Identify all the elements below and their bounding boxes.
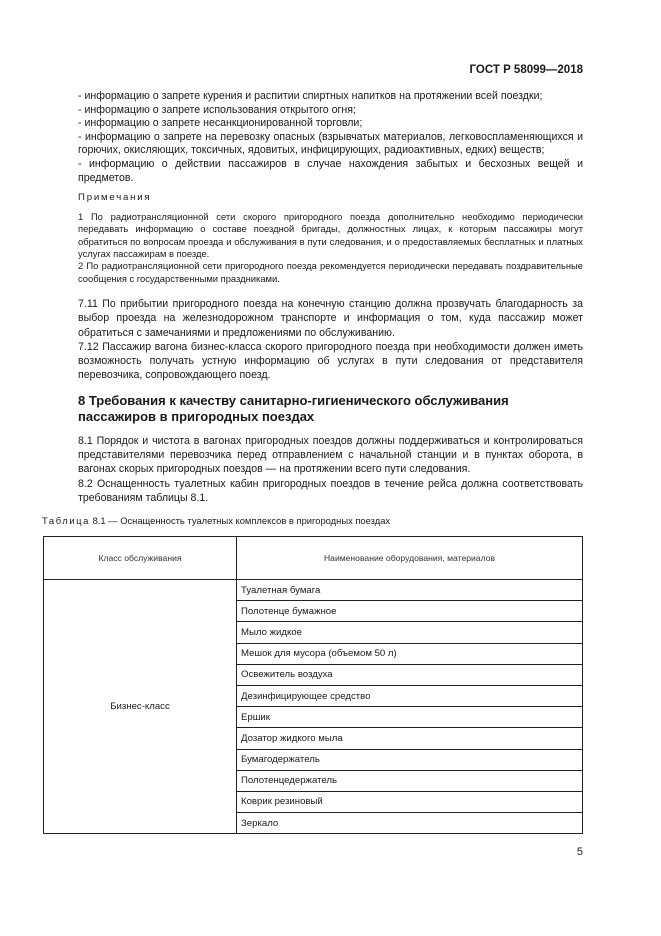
paragraph-7-11: 7.11 По прибытии пригородного поезда на конечную станцию должна прозвучать благодарность за выбор проезда на железнодорожном транспорте и информация о том, куда пассажир может обратиться с замечаниями и предложениями по обслуживанию. — [78, 298, 583, 339]
table-cell: Зеркало — [237, 813, 583, 834]
table-cell: Мешок для мусора (объемом 50 л) — [237, 643, 583, 664]
table-cell: Освежитель воздуха — [237, 664, 583, 685]
table-row — [44, 580, 583, 601]
table-cell: Коврик резиновый — [237, 791, 583, 812]
table-header-row — [44, 537, 583, 580]
table-cell: Ершик — [237, 707, 583, 728]
list-item: - информацию о запрете несанкционированной торговли; — [78, 117, 363, 130]
list-item: - информацию о действии пассажиров в случае нахождения забытых и бесхозных вещей и предметов. — [78, 157, 583, 184]
table-cell: Дезинфицирующее средство — [237, 685, 583, 706]
column-header: Наименование оборудования, материалов — [237, 537, 583, 580]
table-cell: Бумагодержатель — [237, 749, 583, 770]
list-item: - информацию о запрете курения и распитии спиртных напитков на протяжении всей поездки; — [78, 90, 543, 102]
paragraph-8-1: 8.1 Порядок и чистота в вагонах пригородных поездов должны поддерживаться и контролироваться представителями перевозчика перед отправлением с начальной станции и в пунктах оборота, в вагонах скорых пригородных поездов — на протяжении всего пути следования. — [78, 435, 583, 476]
list-item: - информацию о запрете на перевозку опасных (взрывчатых материалов, легковоспламеняющихся и горючих, окисляющих, токсичных, ядовитых, инфицирующих, радиоактивных, едких) веществ; — [78, 130, 583, 157]
table-cell: Туалетная бумага — [237, 580, 583, 601]
note-item: 1 По радиотрансляционной сети скорого пригородного поезда дополнительно необходимо периодически передавать информацию о составе поездной бригады, должностных лицах, к которым пассажиры могут обратиться по вопросам проезда и обслуживания в пути следования, и о предоставляемых бесплатных и платных услугах пассажирам в поезде. — [78, 210, 583, 259]
section-title: 8 Требования к качеству санитарно-гигиенического обслуживания пассажиров в пригородных поездах — [78, 393, 509, 424]
section-body — [78, 434, 583, 505]
column-header: Класс обслуживания — [44, 537, 237, 580]
notes-title: Примечания — [78, 192, 152, 204]
service-class-cell: Бизнес-класс — [44, 580, 237, 834]
paragraph-7-12: 7.12 Пассажир вагона бизнес-класса скорого пригородного поезда при необходимости должен иметь возможность получать устную информацию об услугах в пути следования от представителя перевозчика, сопровождающего поезд. — [78, 340, 583, 382]
document-code: ГОСТ Р 58099—2018 — [469, 64, 583, 76]
paragraph-8-2: 8.2 Оснащенность туалетных кабин пригородных поездов в течение рейса должна соответствовать требованиям таблицы 8.1. — [78, 477, 583, 504]
table-cell: Полотенце бумажное — [237, 601, 583, 622]
table-cell: Мыло жидкое — [237, 622, 583, 643]
table-cell: Дозатор жидкого мыла — [237, 728, 583, 749]
list-item: - информацию о запрете использования открытого огня; — [78, 103, 356, 116]
table-caption — [42, 515, 390, 526]
page-number: 5 — [576, 846, 583, 858]
body-text — [78, 90, 583, 382]
table-cell: Полотенцедержатель — [237, 770, 583, 791]
table-caption-text: 8.1 — Оснащенность туалетных комплексов в пригородных поездах — [89, 515, 391, 526]
equipment-table — [43, 536, 583, 834]
note-item: 2 По радиотрансляционной сети пригородного поезда рекомендуется периодически передавать поздравительные сообщения с государственными праздниками. — [78, 260, 583, 284]
table-caption-label: Таблица — [42, 515, 90, 526]
